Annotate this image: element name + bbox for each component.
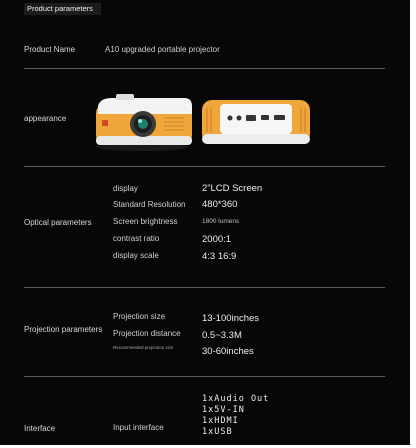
- optical-value: 2000:1: [202, 234, 232, 245]
- port-item: 1xAudio Out: [202, 394, 270, 404]
- optical-key: Standard Resolution: [113, 200, 186, 209]
- divider: [24, 287, 385, 288]
- interface-section-label: Interface: [24, 424, 56, 433]
- optical-section-label: Optical parameters: [24, 218, 92, 227]
- projector-back-image: [200, 98, 312, 148]
- optical-key: Screen brightness: [113, 217, 178, 226]
- divider: [24, 166, 385, 167]
- projection-key: Recommended projection size: [113, 345, 174, 350]
- optical-value: 4:3 16:9: [202, 251, 237, 262]
- projection-value: 30-60inches: [202, 346, 254, 357]
- interface-key: Input interface: [113, 423, 164, 432]
- appearance-label: appearance: [24, 114, 67, 123]
- projection-value: 0.5~3.3M: [202, 330, 242, 341]
- divider: [24, 68, 385, 69]
- projection-section-label: Projection parameters: [24, 325, 103, 334]
- port-item: 1x5V-IN: [202, 405, 245, 415]
- optical-value: 2”LCD Screen: [202, 183, 263, 194]
- product-name-value: A10 upgraded portable projector: [105, 45, 220, 54]
- optical-value: 1800 lumens: [202, 218, 240, 225]
- optical-key: contrast ratio: [113, 234, 160, 243]
- divider: [24, 376, 385, 377]
- page-edge: [410, 0, 416, 448]
- product-name-label: Product Name: [24, 45, 76, 54]
- projector-front-image: [88, 92, 196, 152]
- optical-key: display: [113, 184, 138, 193]
- projection-key: Projection distance: [113, 329, 181, 338]
- port-item: 1xUSB: [202, 427, 233, 437]
- optical-value: 480*360: [202, 199, 238, 210]
- projection-value: 13-100inches: [202, 313, 260, 324]
- section-tag: Product parameters: [24, 3, 101, 15]
- port-item: 1xHDMI: [202, 416, 239, 426]
- projection-key: Projection size: [113, 312, 166, 321]
- optical-key: display scale: [113, 251, 159, 260]
